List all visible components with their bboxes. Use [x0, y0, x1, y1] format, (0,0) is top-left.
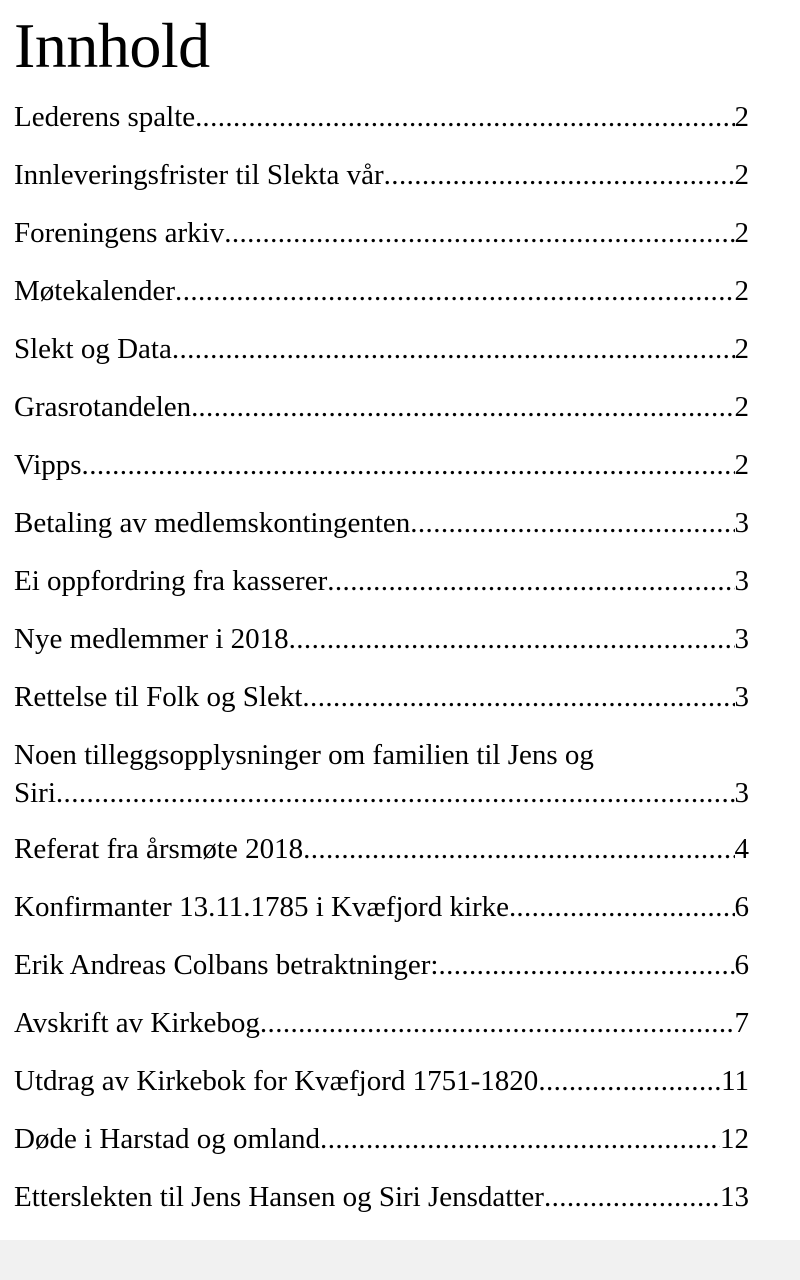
toc-entry-page: 3	[734, 681, 749, 713]
toc-entry-page: 6	[734, 891, 749, 923]
toc-entry-title: Siri	[14, 777, 56, 809]
toc-entry-title: Etterslekten til Jens Hansen og Siri Jensdatter	[14, 1181, 544, 1213]
toc-leader-dots	[302, 678, 734, 716]
toc-entry-page: 2	[734, 275, 749, 307]
toc-entry[interactable]	[14, 330, 749, 368]
toc-entry-title: Foreningens arkiv	[14, 217, 225, 249]
toc-entry-page: 3	[734, 777, 749, 809]
toc-entry[interactable]	[14, 272, 749, 310]
toc-entry[interactable]	[14, 620, 749, 658]
toc-leader-dots	[410, 504, 734, 542]
toc-entry[interactable]	[14, 830, 749, 868]
toc-entry[interactable]	[14, 388, 749, 426]
toc-entry[interactable]	[14, 98, 749, 136]
toc-entry[interactable]	[14, 1062, 749, 1100]
toc-entry-title: Ei oppfordring fra kasserer	[14, 565, 328, 597]
toc-entry-page: 3	[734, 565, 749, 597]
toc-entry-title: Døde i Harstad og omland	[14, 1123, 321, 1155]
toc-entry-page: 2	[734, 101, 749, 133]
toc-entry[interactable]	[14, 156, 749, 194]
toc-leader-dots	[82, 446, 735, 484]
toc-entry-title: Konfirmanter 13.11.1785 i Kvæfjord kirke.	[14, 891, 517, 923]
toc-entry[interactable]	[14, 736, 749, 812]
toc-entry[interactable]	[14, 504, 749, 542]
toc-entry-page: 2	[734, 217, 749, 249]
toc-leader-dots	[289, 620, 735, 658]
toc-entry-title: Referat fra årsmøte 2018	[14, 833, 304, 865]
toc-entry[interactable]	[14, 1004, 749, 1042]
toc-entry-page: 2	[734, 449, 749, 481]
toc-entry-title: Erik Andreas Colbans betraktninger:	[14, 949, 439, 981]
toc-leader-dots	[175, 272, 734, 310]
toc-entry[interactable]	[14, 946, 749, 984]
toc-entry[interactable]	[14, 678, 749, 716]
toc-entry-title: Betaling av medlemskontingenten	[14, 507, 411, 539]
toc-leader-dots	[327, 562, 734, 600]
toc-leader-dots	[224, 214, 734, 252]
toc-entry-title-line1: Noen tilleggsopplysninger om familien til Jens og	[14, 739, 594, 771]
toc-leader-dots	[438, 946, 734, 984]
table-of-contents	[14, 98, 749, 1236]
toc-entry-page: 2	[734, 391, 749, 423]
toc-leader-dots	[544, 1178, 720, 1216]
toc-entry-page: 2	[734, 333, 749, 365]
toc-entry[interactable]	[14, 446, 749, 484]
toc-entry-title: Avskrift av Kirkebog	[14, 1007, 260, 1039]
toc-entry-page: 11	[721, 1065, 749, 1097]
toc-leader-dots	[260, 1004, 735, 1042]
toc-entry-title: Innleveringsfrister til Slekta vår	[14, 159, 384, 191]
toc-entry-page: 7	[734, 1007, 749, 1039]
toc-leader-dots	[303, 830, 734, 868]
toc-leader-dots	[198, 388, 734, 426]
page-bottom-edge	[0, 1240, 800, 1280]
toc-entry-title: Nye medlemmer i 2018	[14, 623, 289, 655]
toc-entry-title: Grasrotandelen.	[14, 391, 199, 423]
toc-leader-dots	[56, 774, 735, 812]
toc-leader-dots	[172, 330, 735, 368]
toc-entry-page: 3	[734, 507, 749, 539]
toc-entry[interactable]	[14, 214, 749, 252]
toc-entry-title: Rettelse til Folk og Slekt	[14, 681, 303, 713]
page-title: Innhold	[14, 10, 210, 81]
toc-entry[interactable]	[14, 562, 749, 600]
toc-entry[interactable]	[14, 888, 749, 926]
toc-entry-page: 12	[720, 1123, 749, 1155]
toc-leader-dots	[384, 156, 735, 194]
toc-entry-title: Lederens spalte.	[14, 101, 203, 133]
toc-entry[interactable]	[14, 1120, 749, 1158]
toc-leader-dots	[202, 98, 734, 136]
toc-entry-title: Slekt og Data	[14, 333, 172, 365]
toc-leader-dots	[538, 1062, 721, 1100]
toc-entry-title: Møtekalender	[14, 275, 176, 307]
toc-leader-dots	[516, 888, 734, 926]
toc-entry[interactable]	[14, 1178, 749, 1216]
toc-entry-page: 3	[734, 623, 749, 655]
toc-entry-title: Utdrag av Kirkebok for Kvæfjord 1751-1820	[14, 1065, 539, 1097]
toc-entry-page: 6	[734, 949, 749, 981]
toc-entry-page: 13	[720, 1181, 749, 1213]
toc-entry-title: Vipps	[14, 449, 82, 481]
toc-entry-page: 2	[734, 159, 749, 191]
toc-entry-page: 4	[734, 833, 749, 865]
toc-leader-dots	[320, 1120, 720, 1158]
